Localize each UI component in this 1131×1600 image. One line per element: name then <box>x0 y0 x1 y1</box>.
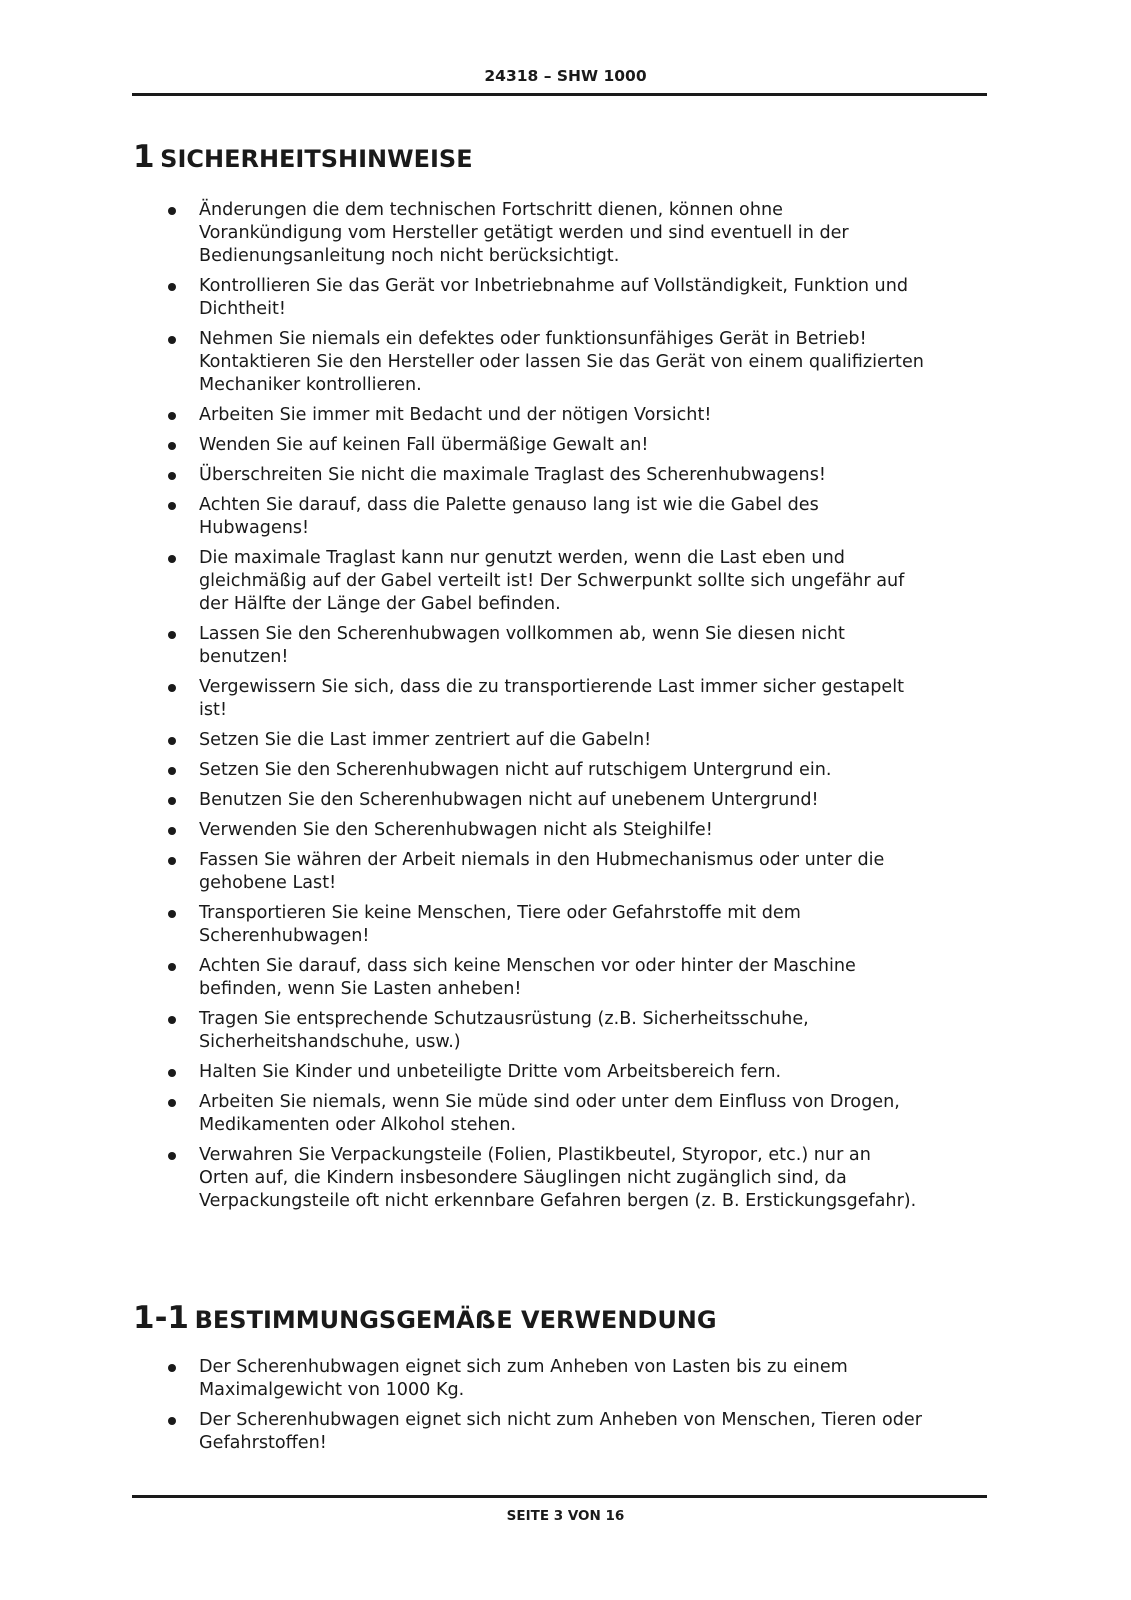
list-item <box>160 464 924 487</box>
list-item-text: Änderungen die dem technischen Fortschritt dienen, können ohne <box>199 200 783 220</box>
bullet-icon <box>168 336 176 344</box>
list-item-text: gleichmäßig auf der Gabel verteilt ist! Der Schwerpunkt sollte sich ungefähr auf <box>199 571 905 591</box>
section-title: SICHERHEITSHINWEISE <box>160 145 473 173</box>
intended-use-list <box>160 1356 922 1462</box>
list-item-text: Vergewissern Sie sich, dass die zu transportierende Last immer sicher gestapelt <box>199 677 904 697</box>
list-item <box>160 199 924 268</box>
header-rule <box>132 93 987 96</box>
bullet-icon <box>168 963 176 971</box>
list-item-text: Maximalgewicht von 1000 Kg. <box>199 1380 465 1400</box>
list-item-text: Setzen Sie die Last immer zentriert auf die Gabeln! <box>199 730 652 750</box>
bullet-icon <box>168 827 176 835</box>
list-item-text: Scherenhubwagen! <box>199 926 370 946</box>
list-item-text: Nehmen Sie niemals ein defektes oder funktionsunfähiges Gerät in Betrieb! <box>199 329 867 349</box>
bullet-icon <box>168 502 176 510</box>
list-item-text: Arbeiten Sie niemals, wenn Sie müde sind oder unter dem Einfluss von Drogen, <box>199 1092 900 1112</box>
bullet-icon <box>168 283 176 291</box>
list-item-text: Arbeiten Sie immer mit Bedacht und der nötigen Vorsicht! <box>199 405 712 425</box>
bullet-icon <box>168 684 176 692</box>
list-item-text: Die maximale Traglast kann nur genutzt werden, wenn die Last eben und <box>199 548 845 568</box>
bullet-icon <box>168 737 176 745</box>
list-item-text: Achten Sie darauf, dass die Palette genauso lang ist wie die Gabel des <box>199 495 819 515</box>
list-item <box>160 623 924 669</box>
list-item-text: befinden, wenn Sie Lasten anheben! <box>199 979 522 999</box>
list-item-text: Bedienungsanleitung noch nicht berücksichtigt. <box>199 246 620 266</box>
bullet-icon <box>168 207 176 215</box>
list-item-text: gehobene Last! <box>199 873 337 893</box>
list-item <box>160 789 924 812</box>
subsection-title: BESTIMMUNGSGEMÄẞE VERWENDUNG <box>194 1306 717 1334</box>
list-item-text: Dichtheit! <box>199 299 286 319</box>
list-item <box>160 1409 922 1455</box>
list-item <box>160 759 924 782</box>
page-number: SEITE 3 VON 16 <box>506 1508 625 1524</box>
list-item <box>160 1061 924 1084</box>
bullet-icon <box>168 767 176 775</box>
safety-list <box>160 199 924 1220</box>
list-item-text: Der Scherenhubwagen eignet sich nicht zum Anheben von Menschen, Tieren oder <box>199 1410 922 1430</box>
footer-rule <box>132 1495 987 1498</box>
list-item <box>160 404 924 427</box>
bullet-icon <box>168 555 176 563</box>
list-item <box>160 955 924 1001</box>
list-item <box>160 676 924 722</box>
list-item-text: Kontaktieren Sie den Hersteller oder lassen Sie das Gerät von einem qualifizierten <box>199 352 924 372</box>
list-item-text: Wenden Sie auf keinen Fall übermäßige Gewalt an! <box>199 435 649 455</box>
list-item <box>160 547 924 616</box>
list-item-text: Überschreiten Sie nicht die maximale Traglast des Scherenhubwagens! <box>199 465 826 485</box>
bullet-icon <box>168 1152 176 1160</box>
subsection-number: 1-1 <box>133 1300 190 1336</box>
list-item-text: Der Scherenhubwagen eignet sich zum Anheben von Lasten bis zu einem <box>199 1357 848 1377</box>
list-item-text: Kontrollieren Sie das Gerät vor Inbetriebnahme auf Vollständigkeit, Funktion und <box>199 276 909 296</box>
list-item <box>160 849 924 895</box>
list-item <box>160 275 924 321</box>
list-item <box>160 494 924 540</box>
list-item <box>160 1144 924 1213</box>
list-item-text: Benutzen Sie den Scherenhubwagen nicht auf unebenem Untergrund! <box>199 790 819 810</box>
list-item <box>160 1356 922 1402</box>
list-item <box>160 328 924 397</box>
list-item <box>160 729 924 752</box>
list-item-text: der Hälfte der Länge der Gabel befinden. <box>199 594 561 614</box>
list-item-text: Sicherheitshandschuhe, usw.) <box>199 1032 461 1052</box>
bullet-icon <box>168 1417 176 1425</box>
bullet-icon <box>168 910 176 918</box>
bullet-icon <box>168 442 176 450</box>
subsection-heading <box>133 1300 717 1336</box>
section-number: 1 <box>133 139 155 175</box>
list-item-text: Medikamenten oder Alkohol stehen. <box>199 1115 517 1135</box>
section-heading <box>133 139 473 175</box>
list-item-text: Lassen Sie den Scherenhubwagen vollkommen ab, wenn Sie diesen nicht <box>199 624 845 644</box>
list-item <box>160 902 924 948</box>
bullet-icon <box>168 631 176 639</box>
list-item-text: Hubwagens! <box>199 518 310 538</box>
list-item <box>160 1008 924 1054</box>
bullet-icon <box>168 1099 176 1107</box>
list-item <box>160 434 924 457</box>
list-item-text: Fassen Sie währen der Arbeit niemals in den Hubmechanismus oder unter die <box>199 850 885 870</box>
list-item-text: Vorankündigung vom Hersteller getätigt werden und sind eventuell in der <box>199 223 849 243</box>
list-item-text: Setzen Sie den Scherenhubwagen nicht auf rutschigem Untergrund ein. <box>199 760 832 780</box>
bullet-icon <box>168 1364 176 1372</box>
bullet-icon <box>168 797 176 805</box>
bullet-icon <box>168 412 176 420</box>
list-item-text: benutzen! <box>199 647 289 667</box>
bullet-icon <box>168 1069 176 1077</box>
list-item <box>160 1091 924 1137</box>
bullet-icon <box>168 857 176 865</box>
bullet-icon <box>168 472 176 480</box>
list-item-text: ist! <box>199 700 228 720</box>
list-item-text: Verwenden Sie den Scherenhubwagen nicht als Steighilfe! <box>199 820 713 840</box>
list-item-text: Orten auf, die Kindern insbesondere Säuglingen nicht zugänglich sind, da <box>199 1168 847 1188</box>
list-item-text: Mechaniker kontrollieren. <box>199 375 422 395</box>
document-header: 24318 – SHW 1000 <box>484 67 647 85</box>
list-item-text: Gefahrstoffen! <box>199 1433 327 1453</box>
bullet-icon <box>168 1016 176 1024</box>
list-item <box>160 819 924 842</box>
list-item-text: Transportieren Sie keine Menschen, Tiere oder Gefahrstoffe mit dem <box>199 903 801 923</box>
list-item-text: Achten Sie darauf, dass sich keine Menschen vor oder hinter der Maschine <box>199 956 856 976</box>
list-item-text: Halten Sie Kinder und unbeteiligte Dritte vom Arbeitsbereich fern. <box>199 1062 782 1082</box>
list-item-text: Tragen Sie entsprechende Schutzausrüstung (z.B. Sicherheitsschuhe, <box>199 1009 809 1029</box>
list-item-text: Verwahren Sie Verpackungsteile (Folien, Plastikbeutel, Styropor, etc.) nur an <box>199 1145 871 1165</box>
list-item-text: Verpackungsteile oft nicht erkennbare Gefahren bergen (z. B. Erstickungsgefahr). <box>199 1191 917 1211</box>
